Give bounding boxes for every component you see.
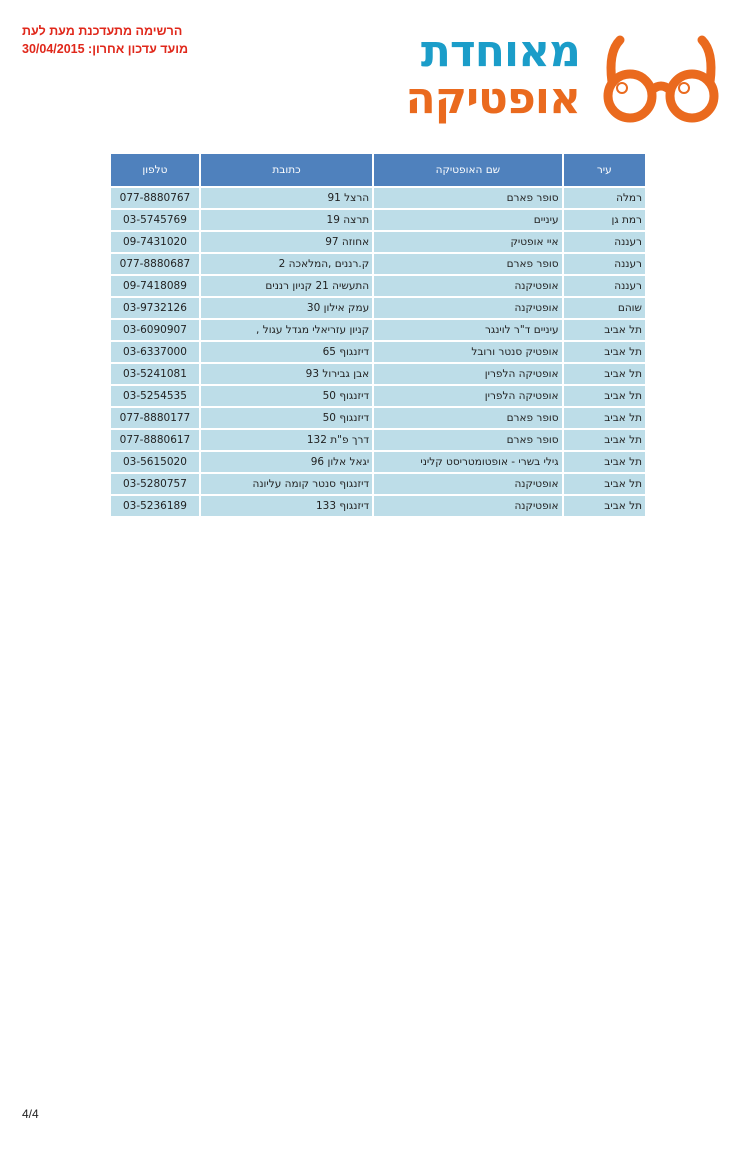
- cell-address: הרצל 91: [201, 188, 372, 208]
- cell-city: רמלה: [564, 188, 645, 208]
- cell-city: רעננה: [564, 254, 645, 274]
- cell-address: דרך פ"ת 132: [201, 430, 372, 450]
- header-phone: טלפון: [111, 154, 199, 186]
- table-row: [111, 452, 645, 472]
- cell-phone: 03-5254535: [111, 386, 199, 406]
- cell-city: תל אביב: [564, 386, 645, 406]
- glasses-icon: [600, 32, 722, 124]
- table-row: [111, 430, 645, 450]
- cell-optics-name: אופטיקנה: [374, 474, 561, 494]
- cell-city: תל אביב: [564, 364, 645, 384]
- cell-city: תל אביב: [564, 496, 645, 516]
- optics-list-table: [109, 152, 647, 518]
- table-row: [111, 342, 645, 362]
- notice-update-line: [22, 40, 188, 58]
- cell-phone: 03-5615020: [111, 452, 199, 472]
- cell-optics-name: אופטיק סנטר ורובל: [374, 342, 561, 362]
- cell-phone: 077-8880617: [111, 430, 199, 450]
- cell-address: ק.רננים ,המלאכה 2: [201, 254, 372, 274]
- cell-address: אבן גבירול 93: [201, 364, 372, 384]
- table-row: [111, 364, 645, 384]
- cell-phone: 077-8880687: [111, 254, 199, 274]
- cell-optics-name: עיניים ד"ר לוינגר: [374, 320, 561, 340]
- cell-address: יגאל אלון 96: [201, 452, 372, 472]
- cell-phone: 09-7431020: [111, 232, 199, 252]
- cell-optics-name: אופטיקנה: [374, 298, 561, 318]
- table-row: [111, 232, 645, 252]
- cell-optics-name: אופטיקנה: [374, 276, 561, 296]
- table-row: [111, 320, 645, 340]
- cell-optics-name: סופר פארם: [374, 188, 561, 208]
- cell-city: רעננה: [564, 276, 645, 296]
- table-row: [111, 408, 645, 428]
- header-optics-name: שם האופטיקה: [374, 154, 561, 186]
- cell-phone: 03-6337000: [111, 342, 199, 362]
- cell-phone: 03-6090907: [111, 320, 199, 340]
- brand-logo: [350, 28, 730, 133]
- update-notice: [22, 22, 188, 58]
- page-number: 4/4: [22, 1107, 39, 1121]
- cell-phone: 09-7418089: [111, 276, 199, 296]
- table-row: [111, 276, 645, 296]
- cell-city: תל אביב: [564, 408, 645, 428]
- cell-optics-name: אופטיקה הלפרין: [374, 364, 561, 384]
- cell-city: תל אביב: [564, 342, 645, 362]
- table-row: [111, 188, 645, 208]
- cell-city: תל אביב: [564, 474, 645, 494]
- table-header-row: [111, 154, 645, 186]
- table-row: [111, 254, 645, 274]
- cell-phone: 077-8880177: [111, 408, 199, 428]
- header-city: עיר: [564, 154, 645, 186]
- cell-address: דיזנגוף 65: [201, 342, 372, 362]
- cell-address: קניון עזריאלי מגדל עגול ,: [201, 320, 372, 340]
- cell-city: תל אביב: [564, 320, 645, 340]
- cell-city: תל אביב: [564, 430, 645, 450]
- cell-city: תל אביב: [564, 452, 645, 472]
- notice-line: הרשימה מתעדכנת מעת לעת: [22, 24, 183, 38]
- cell-address: התעשיה 21 קניון רננים: [201, 276, 372, 296]
- cell-phone: 03-5241081: [111, 364, 199, 384]
- cell-optics-name: גילי בשרי - אופטומטריסט קליני: [374, 452, 561, 472]
- update-label: מועד עדכון אחרון:: [88, 42, 189, 56]
- cell-optics-name: סופר פארם: [374, 408, 561, 428]
- cell-city: שוהם: [564, 298, 645, 318]
- logo-word-optika: אופטיקה: [405, 73, 580, 124]
- cell-address: דיזנגוף 50: [201, 386, 372, 406]
- cell-address: אחוזה 97: [201, 232, 372, 252]
- table-row: [111, 210, 645, 230]
- cell-optics-name: סופר פארם: [374, 430, 561, 450]
- cell-address: דיזנגוף 50: [201, 408, 372, 428]
- cell-optics-name: איי אופטיק: [374, 232, 561, 252]
- cell-address: תרצה 19: [201, 210, 372, 230]
- cell-city: רעננה: [564, 232, 645, 252]
- logo-word-meuhedet: מאוחדת: [420, 26, 580, 77]
- cell-optics-name: אופטיקה הלפרין: [374, 386, 561, 406]
- cell-phone: 03-9732126: [111, 298, 199, 318]
- table-row: [111, 496, 645, 516]
- cell-address: דיזנגוף 133: [201, 496, 372, 516]
- update-date: 30/04/2015: [22, 42, 85, 56]
- cell-optics-name: עיניים: [374, 210, 561, 230]
- cell-city: רמת גן: [564, 210, 645, 230]
- table-row: [111, 474, 645, 494]
- cell-optics-name: אופטיקנה: [374, 496, 561, 516]
- cell-address: עמק אילון 30: [201, 298, 372, 318]
- table-row: [111, 386, 645, 406]
- cell-phone: 03-5236189: [111, 496, 199, 516]
- cell-address: דיזנגוף סנטר קומה עליונה: [201, 474, 372, 494]
- cell-optics-name: סופר פארם: [374, 254, 561, 274]
- cell-phone: 077-8880767: [111, 188, 199, 208]
- cell-phone: 03-5280757: [111, 474, 199, 494]
- header-address: כתובת: [201, 154, 372, 186]
- table-row: [111, 298, 645, 318]
- cell-phone: 03-5745769: [111, 210, 199, 230]
